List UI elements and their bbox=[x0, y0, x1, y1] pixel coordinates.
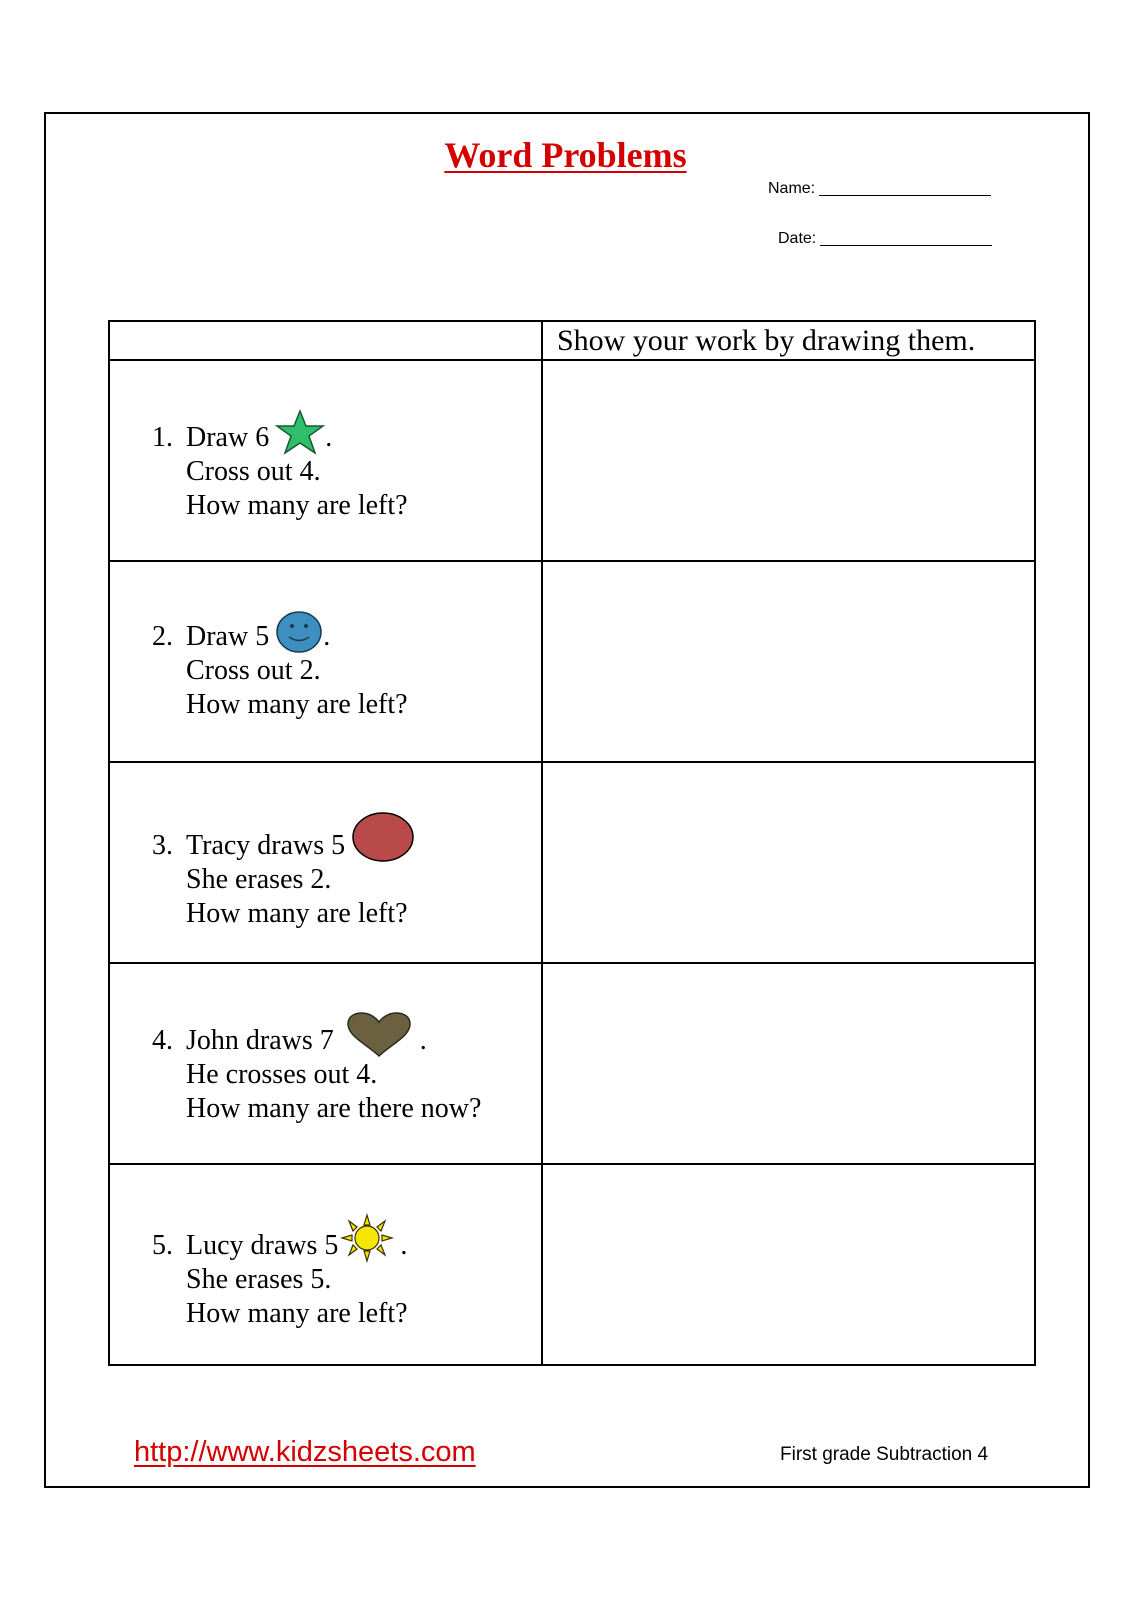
problem-punct: . bbox=[325, 422, 333, 453]
name-label: Name: bbox=[768, 180, 816, 197]
date-label: Date: bbox=[778, 230, 817, 247]
red-circle-icon bbox=[351, 811, 415, 863]
problem-line2: She erases 2. bbox=[186, 864, 332, 895]
work-cell[interactable] bbox=[542, 963, 1035, 1164]
website-link[interactable]: http://www.kidzsheets.com bbox=[134, 1436, 476, 1468]
problem-line1: Draw 5 bbox=[186, 621, 270, 652]
table-header-row bbox=[109, 321, 1035, 360]
problem-line2: Cross out 2. bbox=[186, 655, 321, 686]
yellow-sun-icon bbox=[340, 1213, 394, 1263]
table-row bbox=[109, 963, 1035, 1164]
page-title: Word Problems bbox=[444, 135, 687, 175]
worksheet-table bbox=[108, 320, 1036, 1366]
problem-cell bbox=[109, 762, 542, 963]
problem-line1: John draws 7 bbox=[186, 1025, 334, 1056]
name-field[interactable] bbox=[768, 180, 991, 198]
right-header-cell: Show your work by drawing them. bbox=[542, 321, 1035, 360]
problem-line2: Cross out 4. bbox=[186, 456, 321, 487]
problem-line2: She erases 5. bbox=[186, 1264, 332, 1295]
problem-punct: . bbox=[400, 1230, 408, 1261]
problem-number: 5. bbox=[152, 1230, 173, 1261]
problem-cell bbox=[109, 561, 542, 762]
problem-line1: Lucy draws 5 bbox=[186, 1230, 339, 1261]
blue-smiley-icon bbox=[275, 610, 323, 654]
problem-number: 2. bbox=[152, 621, 173, 652]
table-row bbox=[109, 360, 1035, 561]
problem-number: 3. bbox=[152, 830, 173, 861]
problem-number: 1. bbox=[152, 422, 173, 453]
name-line[interactable] bbox=[819, 195, 991, 196]
problem-punct: . bbox=[323, 621, 331, 652]
date-field[interactable] bbox=[778, 230, 992, 248]
table-row bbox=[109, 1164, 1035, 1365]
footer-label: First grade Subtraction 4 bbox=[780, 1444, 989, 1465]
work-cell[interactable] bbox=[542, 360, 1035, 561]
work-cell[interactable] bbox=[542, 762, 1035, 963]
problem-line3: How many are left? bbox=[186, 1298, 408, 1329]
problem-cell bbox=[109, 963, 542, 1164]
problem-line1: Tracy draws 5 bbox=[186, 830, 346, 861]
problem-line3: How many are there now? bbox=[186, 1093, 482, 1124]
problem-number: 4. bbox=[152, 1025, 173, 1056]
work-cell[interactable] bbox=[542, 1164, 1035, 1365]
work-cell[interactable] bbox=[542, 561, 1035, 762]
problem-punct: . bbox=[419, 1025, 427, 1056]
problem-line3: How many are left? bbox=[186, 689, 408, 720]
problem-line2: He crosses out 4. bbox=[186, 1059, 378, 1090]
table-row bbox=[109, 561, 1035, 762]
problem-line3: How many are left? bbox=[186, 898, 408, 929]
date-line[interactable] bbox=[820, 245, 992, 246]
table-row bbox=[109, 762, 1035, 963]
problem-cell bbox=[109, 360, 542, 561]
left-header-cell bbox=[109, 321, 542, 360]
problem-line3: How many are left? bbox=[186, 490, 408, 521]
brown-heart-icon bbox=[346, 1012, 412, 1058]
problem-cell bbox=[109, 1164, 542, 1365]
problem-line1: Draw 6 bbox=[186, 422, 270, 453]
green-star-icon bbox=[275, 409, 325, 455]
